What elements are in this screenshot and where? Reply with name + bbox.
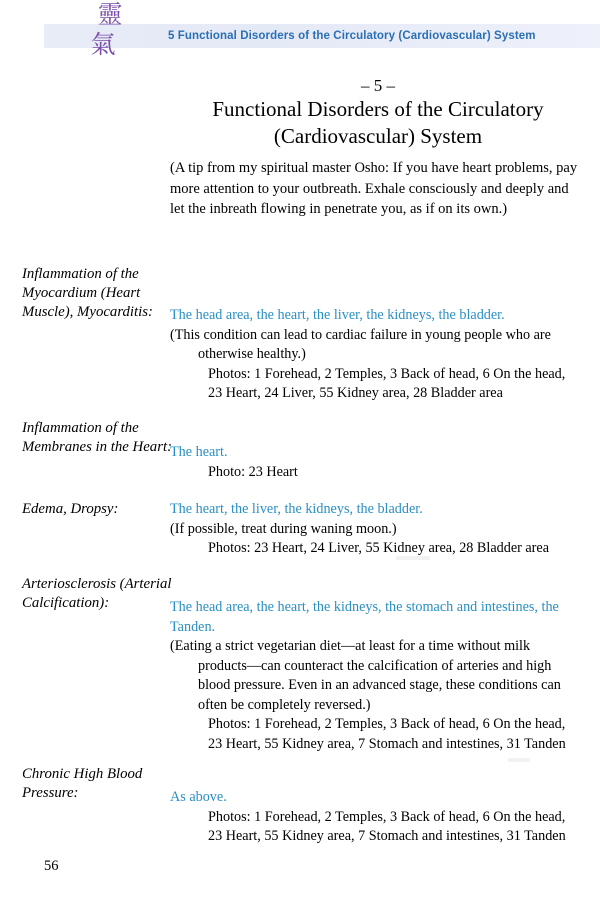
entry-photos: Photos: 1 Forehead, 2 Temples, 3 Back of head, 6 On the head, 23 Heart, 55 Kidney area, 7 Stomach and intestines, 31 Tanden xyxy=(208,808,566,844)
treatment-areas: The heart, the liver, the kidneys, the bladder. xyxy=(170,501,423,517)
entry-body xyxy=(170,788,582,847)
page-number: 56 xyxy=(44,858,59,874)
entry-body xyxy=(170,500,582,559)
kanji-rei: 靈 xyxy=(97,0,123,29)
page-title-line-1: Functional Disorders of the Circulatory xyxy=(212,97,544,121)
reiki-kanji-mark xyxy=(78,0,134,66)
scan-artifact xyxy=(508,758,530,762)
entry-note: (Eating a strict vegetarian diet—at least for a time without milk products—can counteract the calcification of arteries and high blood pressure. Even in an advanced stage, these conditions can often be completely reversed.) xyxy=(170,638,561,713)
scan-artifact xyxy=(396,556,430,560)
entry-photos: Photos: 23 Heart, 24 Liver, 55 Kidney area, 28 Bladder area xyxy=(208,540,550,556)
entry-body xyxy=(170,443,582,482)
entry-body xyxy=(170,306,582,404)
entry-photos: Photo: 23 Heart xyxy=(208,463,298,480)
treatment-areas: The head area, the heart, the liver, the kidneys, the bladder. xyxy=(170,307,505,323)
kanji-ki: 氣 xyxy=(90,30,116,59)
entry-term: Inflammation of the Myocardium (Heart Muscle), Myocarditis: xyxy=(22,266,153,320)
entry-term: Inflammation of the Membranes in the Heart: xyxy=(22,420,172,455)
entry-body xyxy=(170,598,582,754)
page-title-line-2: (Cardiovascular) System xyxy=(273,124,483,148)
treatment-areas: As above. xyxy=(170,789,227,805)
entry-photos: Photos: 1 Forehead, 2 Temples, 3 Back of head, 6 On the head, 23 Heart, 24 Liver, 55 Kidney area, 28 Bladder area xyxy=(208,365,566,401)
entry-term: Edema, Dropsy: xyxy=(22,501,119,517)
treatment-areas: The heart. xyxy=(170,444,228,460)
running-head-title: 5 Functional Disorders of the Circulatory (Cardiovascular) System xyxy=(168,30,536,42)
entry-note: (This condition can lead to cardiac failure in young people who are otherwise healthy.) xyxy=(170,326,551,362)
entry-note: (If possible, treat during waning moon.) xyxy=(170,520,397,537)
treatment-areas: The head area, the heart, the kidneys, the stomach and intestines, the Tanden. xyxy=(170,599,559,635)
entry-term: Arteriosclerosis (Arterial Calcification): xyxy=(22,576,172,611)
chapter-number: – 5 – xyxy=(361,76,395,95)
entry-term: Chronic High Blood Pressure: xyxy=(22,766,143,801)
page-title xyxy=(168,96,588,150)
entry-photos: Photos: 1 Forehead, 2 Temples, 3 Back of head, 6 On the head, 23 Heart, 55 Kidney area, 7 Stomach and intestines, 31 Tanden xyxy=(208,716,566,752)
intro-paragraph: (A tip from my spiritual master Osho: If you have heart problems, pay more attention to your outbreath. Exhale consciously and deeply and let the inbreath flowing in penetrate you, as if on its own.) xyxy=(170,160,578,217)
